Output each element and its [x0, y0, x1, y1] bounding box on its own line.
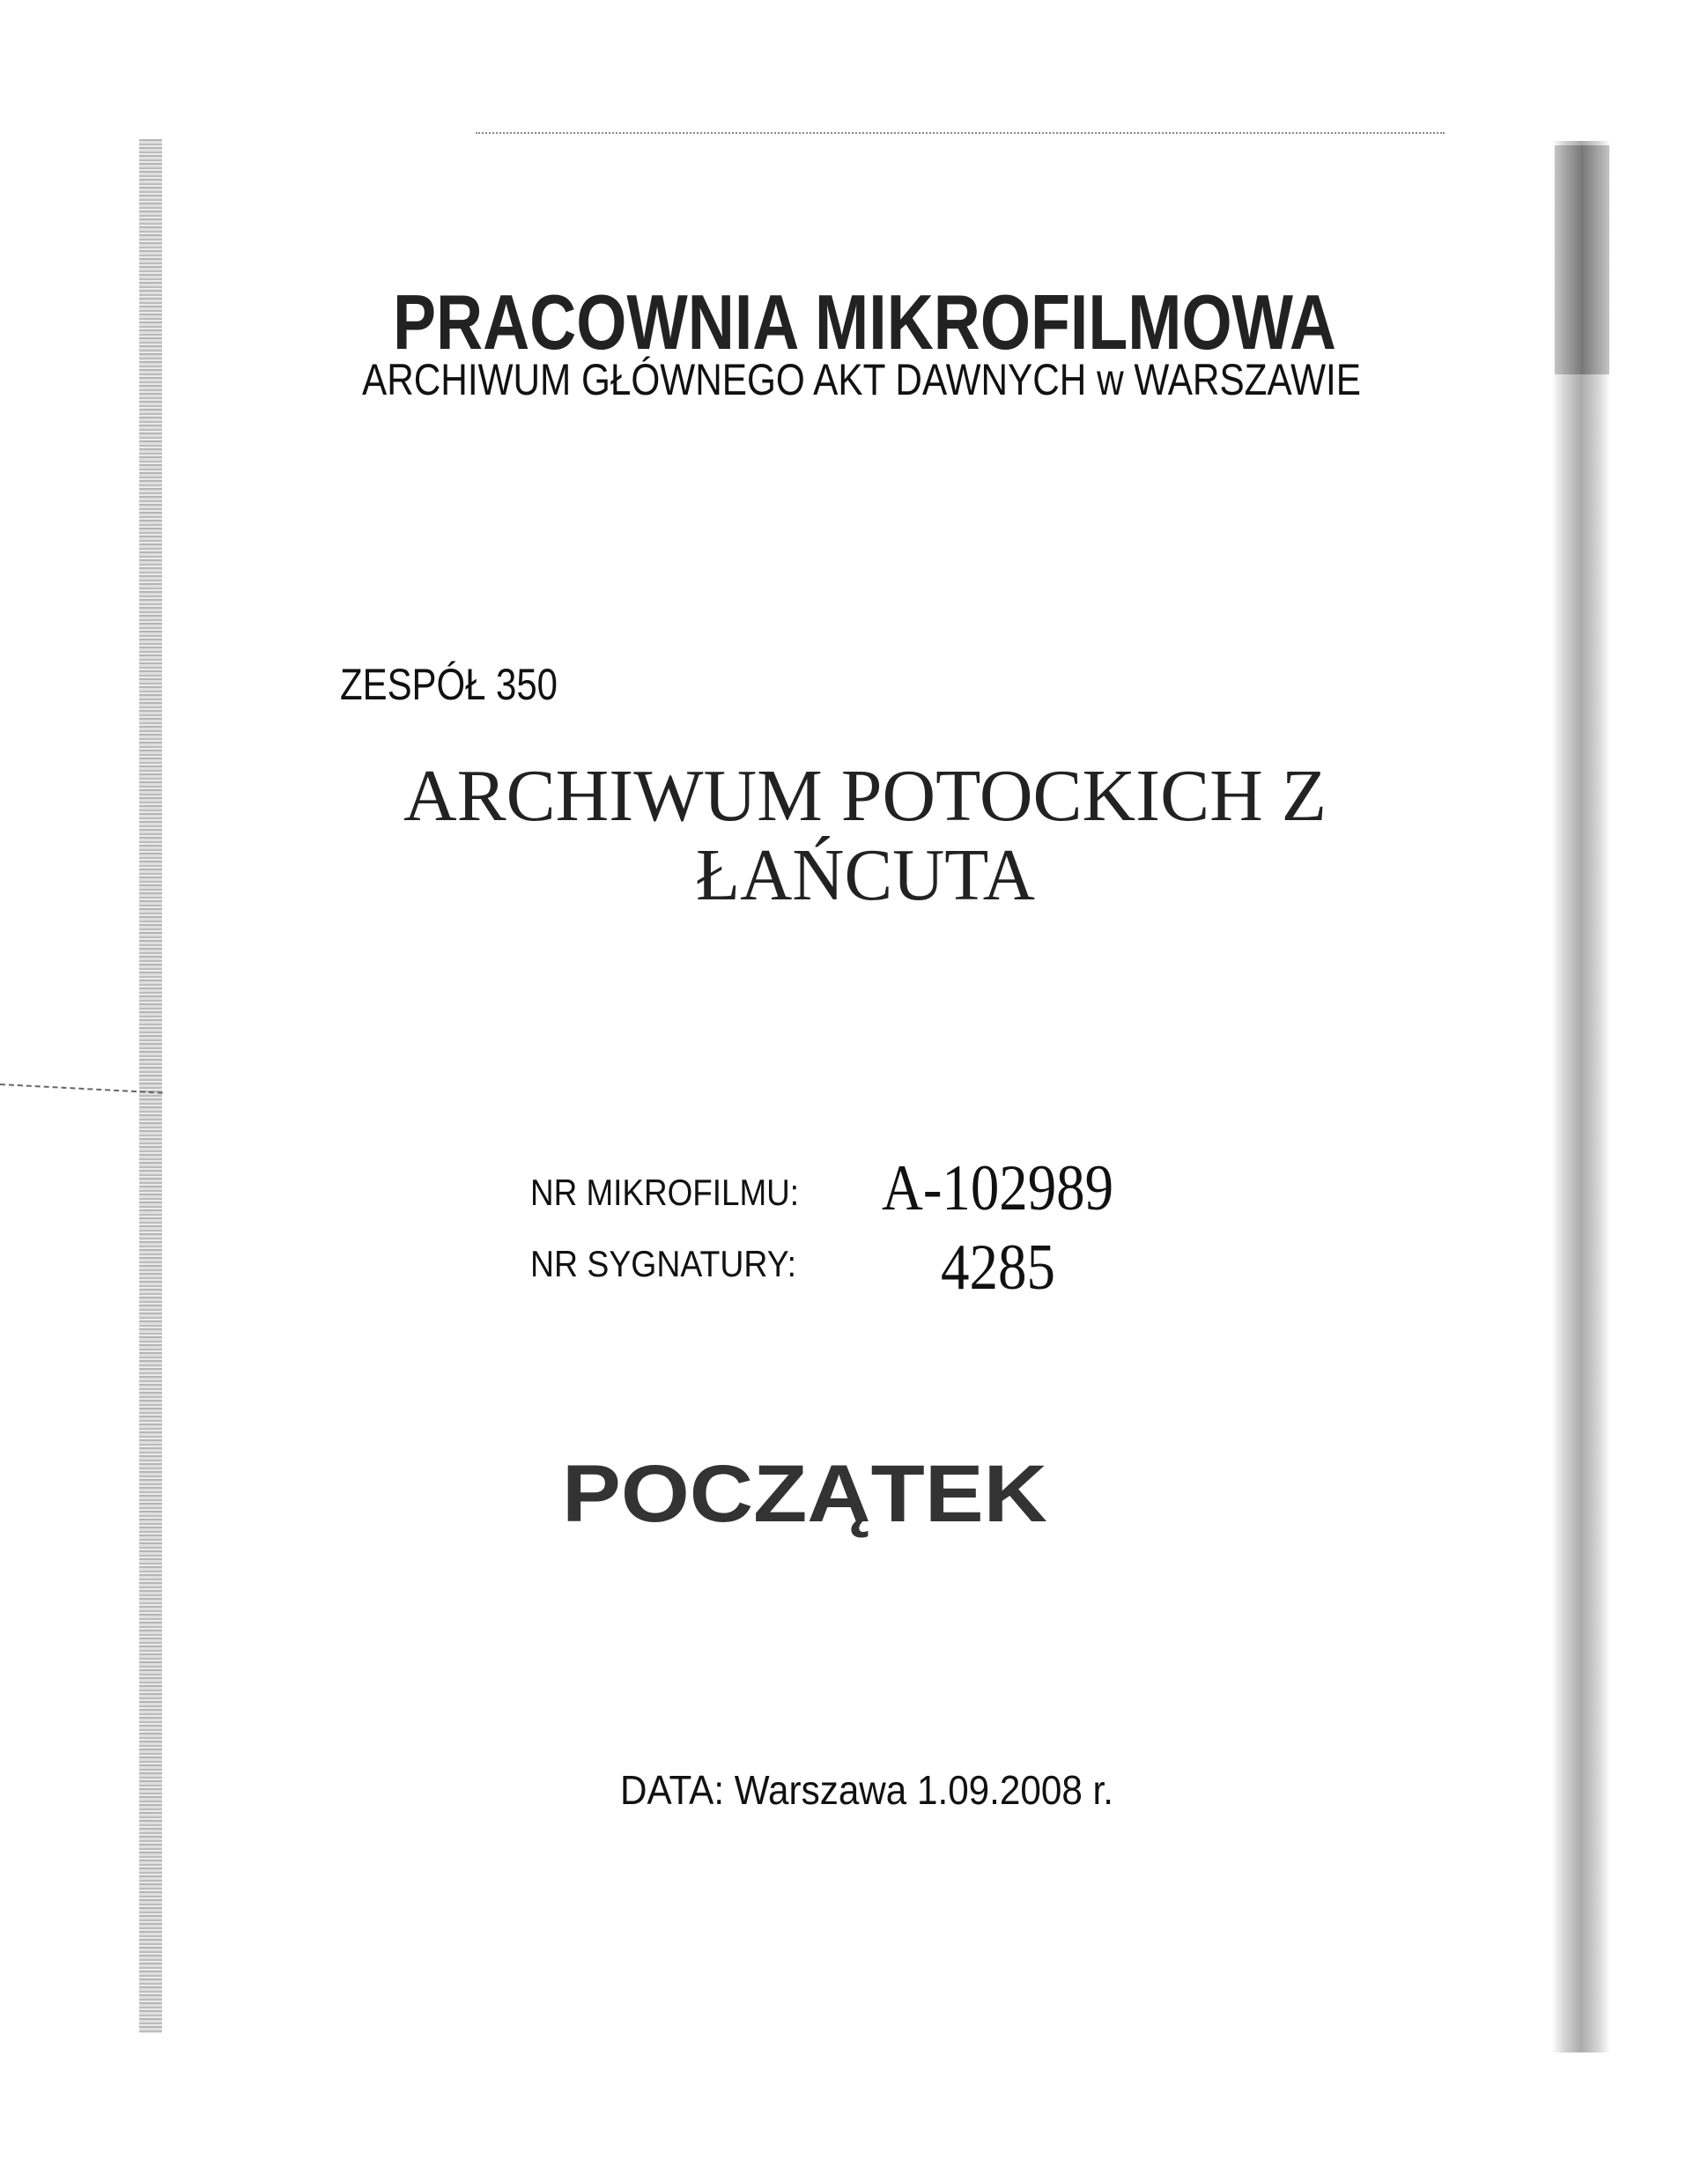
scan-top-line — [476, 132, 1445, 134]
collection-number: ZESPÓŁ 350 — [340, 660, 558, 709]
document-date: DATA: Warszawa 1.09.2008 r. — [620, 1767, 1113, 1813]
signature-label: NR SYGNATURY: — [530, 1243, 796, 1284]
collection-name-line2: ŁAŃCUTA — [696, 834, 1035, 916]
signature-value: 4285 — [941, 1231, 1055, 1304]
scan-edge-right-dark — [1555, 145, 1609, 374]
document-title: PRACOWNIA MIKROFILMOWA — [393, 278, 1336, 366]
microfilm-label: NR MIKROFILMU: — [530, 1172, 799, 1213]
scan-edge-left — [139, 139, 162, 2033]
document-subtitle: ARCHIWUM GŁÓWNEGO AKT DAWNYCH w WARSZAWIE — [362, 355, 1361, 404]
microfilm-value: A-102989 — [882, 1152, 1113, 1224]
start-marker: POCZĄTEK — [562, 1449, 1047, 1539]
collection-name-line1: ARCHIWUM POTOCKICH Z — [403, 755, 1327, 837]
scan-edge-right — [1552, 141, 1610, 2052]
